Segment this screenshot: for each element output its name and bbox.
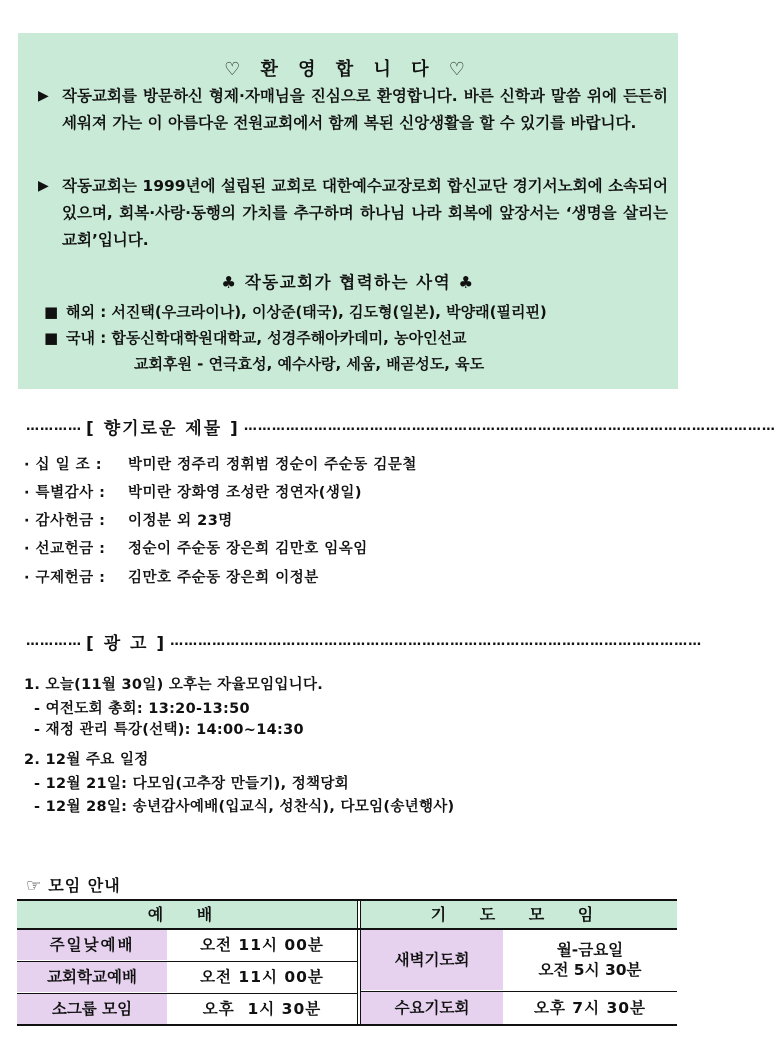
welcome-paragraph-1 xyxy=(38,83,668,137)
triangle-bullet-icon: ▶ xyxy=(38,88,49,104)
announcement-item-1: 1. 오늘(11월 30일) 오후는 자율모임입니다. xyxy=(24,677,324,693)
announcement-item-2: 2. 12월 주요 일정 xyxy=(24,752,149,768)
welcome-paragraph-2 xyxy=(38,173,668,254)
dotted-leader: ………… xyxy=(26,418,82,434)
worship-time: 오후 1시 30분 xyxy=(202,1000,322,1018)
dotted-leader: …………………………………………………………………………………………………… xyxy=(170,633,703,649)
dotted-leader: …………………………………………………………………………………………………… xyxy=(243,418,776,434)
mission-overseas-text: 해외 : 서진택(우크라이나), 이상준(태국), 김도형(일본), 박양래(필리핀) xyxy=(66,303,547,321)
gathering-title-text: 모임 안내 xyxy=(48,876,121,895)
table-divider xyxy=(360,901,361,1024)
table-rule xyxy=(17,993,357,994)
announcement-subitem: - 여전도회 총회: 13:20-13:50 xyxy=(34,701,250,717)
offering-heading-label: [ 향기로운 제물 ] xyxy=(86,418,240,439)
mission-domestic-support: 교회후원 - 연극효성, 예수사랑, 세움, 배곧성도, 육도 xyxy=(134,355,485,373)
announcement-subitem: - 12월 21일: 다모임(고추장 만들기), 정책당회 xyxy=(34,776,349,792)
welcome-text-2: 작동교회는 1999년에 설립된 교회로 대한예수교장로회 합신교단 경기서노회에 소속되어 있으며, 회복·사랑·동행의 가치를 추구하며 하나님 나라 회복에 앞장서는 ‘생명을 살리는 교회’입니다. xyxy=(62,177,668,249)
prayer-time: 월-금요일 오전 5시 30분 xyxy=(538,941,642,979)
worship-header: 예 배 xyxy=(17,901,357,928)
worship-name: 소그룹 모임 xyxy=(17,994,167,1024)
prayer-name: 수요기도회 xyxy=(361,992,503,1024)
announcement-subitem: - 12월 28일: 송년감사예배(입교식, 성찬식), 다모임(송년행사) xyxy=(34,799,455,815)
prayer-header: 기 도 모 임 xyxy=(361,901,677,928)
worship-time: 오전 11시 00분 xyxy=(200,936,324,954)
triangle-bullet-icon: ▶ xyxy=(38,178,49,194)
mission-domestic-text: 국내 : 합동신학대학원대학교, 성경주해아카데미, 농아인선교 xyxy=(66,329,467,347)
offering-row: · 십 일 조 : 박미란 정주리 정휘범 정순이 주순동 김문철 xyxy=(24,457,417,473)
dotted-leader: ………… xyxy=(26,633,82,649)
table-divider xyxy=(357,901,358,1024)
worship-time: 오전 11시 00분 xyxy=(200,968,324,986)
mission-overseas xyxy=(44,299,547,325)
gathering-title xyxy=(26,873,121,896)
offering-row: · 감사헌금 : 이정분 외 23명 xyxy=(24,513,233,529)
welcome-box xyxy=(18,33,678,389)
mission-title: ♣ 작동교회가 협력하는 사역 ♣ xyxy=(221,273,475,292)
offering-row: · 특별감사 : 박미란 장화영 조성란 정연자(생일) xyxy=(24,485,362,501)
offering-heading xyxy=(26,414,776,439)
offering-row: · 구제헌금 : 김만호 주순동 장은희 이정분 xyxy=(24,570,319,586)
ads-heading-label: [ 광 고 ] xyxy=(86,633,167,654)
worship-name: 교회학교예배 xyxy=(17,962,167,992)
prayer-name: 새벽기도회 xyxy=(361,930,503,990)
mission-domestic xyxy=(44,325,467,351)
square-bullet-icon: ■ xyxy=(44,303,59,321)
welcome-title: ♡ 환 영 합 니 다 ♡ xyxy=(224,59,472,80)
prayer-time: 오후 7시 30분 xyxy=(533,999,647,1017)
announcement-subitem: - 재정 관리 특강(선택): 14:00~14:30 xyxy=(34,722,304,738)
welcome-text-1: 작동교회를 방문하신 형제·자매님을 진심으로 환영합니다. 바른 신학과 말씀 위에 든든히 세워져 가는 이 아름다운 전원교회에서 함께 복된 신앙생활을 할 수 있기를 바랍니다. xyxy=(62,87,668,132)
table-rule xyxy=(17,961,357,962)
offering-row: · 선교헌금 : 정순이 주순동 장은희 김만호 임옥임 xyxy=(24,541,368,557)
table-rule xyxy=(17,928,677,930)
table-rule xyxy=(361,991,677,992)
worship-name: 주일낮예배 xyxy=(17,930,167,960)
square-bullet-icon: ■ xyxy=(44,329,59,347)
schedule-table xyxy=(17,899,677,1026)
ads-heading xyxy=(26,629,703,654)
pointing-hand-icon: ☞ xyxy=(26,876,43,896)
